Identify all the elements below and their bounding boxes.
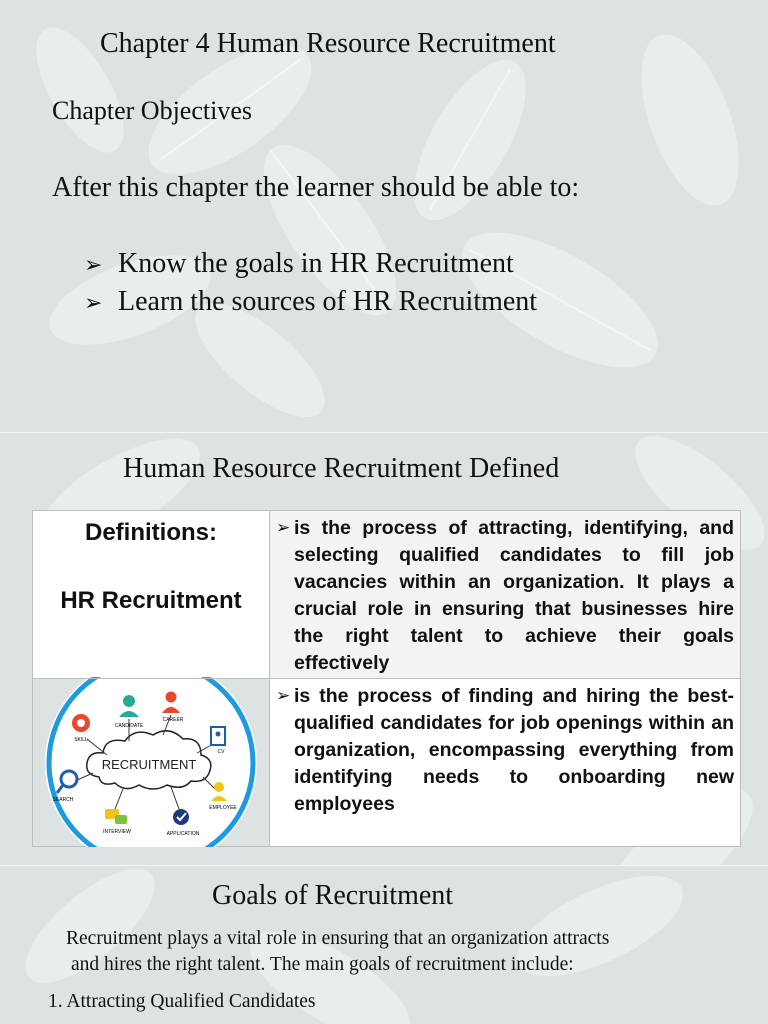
definitions-table bbox=[32, 510, 741, 847]
leaf-background bbox=[0, 0, 768, 432]
svg-text:CANDIDATE: CANDIDATE bbox=[114, 723, 144, 729]
table-cell bbox=[270, 511, 740, 678]
svg-text:INTERVIEW: INTERVIEW bbox=[103, 829, 131, 835]
arrow-bullet-icon: ➢ bbox=[276, 518, 291, 538]
svg-text:SKILL: SKILL bbox=[74, 737, 88, 743]
objective-item: ➢ Learn the sources of HR Recruitment bbox=[84, 286, 538, 317]
skill-icon bbox=[72, 714, 90, 732]
goals-intro: Recruitment plays a vital role in ensuring that an organization attracts and hires the right talent. The main goals of recruitment include: bbox=[66, 928, 610, 975]
definitions-title: Human Resource Recruitment Defined bbox=[123, 453, 560, 484]
svg-text:EMPLOYEE: EMPLOYEE bbox=[209, 805, 237, 811]
arrow-bullet-icon: ➢ bbox=[276, 686, 291, 706]
objective-item: ➢ Know the goals in HR Recruitment bbox=[84, 248, 514, 279]
definitions-label: Definitions: bbox=[85, 519, 217, 546]
objectives-heading: Chapter Objectives bbox=[52, 96, 252, 125]
cv-icon bbox=[211, 727, 225, 745]
table-divider bbox=[33, 678, 740, 679]
svg-text:CAREER: CAREER bbox=[162, 717, 184, 723]
hr-recruitment-label: HR Recruitment bbox=[60, 587, 242, 614]
table-cell bbox=[33, 679, 269, 846]
application-icon bbox=[173, 809, 189, 825]
table-cell bbox=[270, 679, 740, 846]
arrow-bullet-icon: ➢ bbox=[84, 253, 103, 278]
goal-item: 1. Attracting Qualified Candidates bbox=[48, 991, 316, 1012]
definition-1: ➢ is the process of attracting, identifying, and selecting qualified candidates to fill job vacancies within an organization. It plays a crucial role in ensuring that businesses hire the right talent to achieve their goals effectively bbox=[276, 517, 734, 674]
slide-objectives bbox=[0, 0, 768, 432]
svg-text:SEARCH: SEARCH bbox=[52, 797, 74, 803]
objectives-intro: After this chapter the learner should be able to: bbox=[52, 172, 580, 203]
arrow-bullet-icon: ➢ bbox=[84, 291, 103, 316]
table-cell bbox=[33, 511, 269, 678]
diagram-center-label: RECRUITMENT bbox=[101, 757, 197, 772]
svg-text:APPLICATION: APPLICATION bbox=[166, 831, 200, 837]
chapter-title: Chapter 4 Human Resource Recruitment bbox=[100, 28, 556, 59]
recruitment-diagram bbox=[37, 677, 265, 847]
svg-text:CV: CV bbox=[217, 749, 225, 755]
definition-2: ➢ is the process of finding and hiring the best-qualified candidates for job openings within an organization, encompassing everything from identifying needs to onboarding new employees bbox=[276, 685, 734, 815]
goals-title: Goals of Recruitment bbox=[212, 880, 454, 911]
